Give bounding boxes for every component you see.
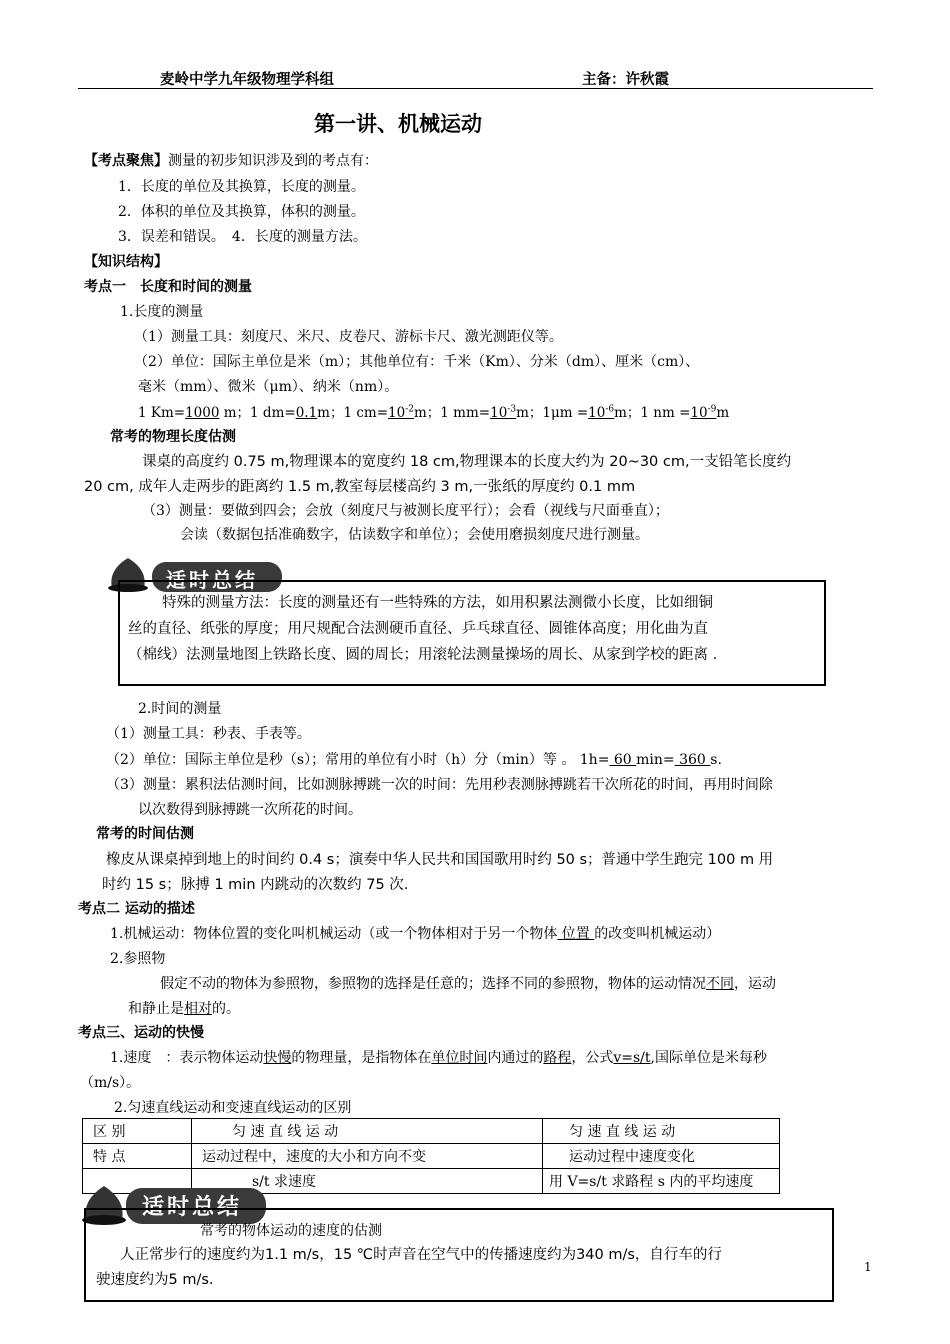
measure-rule-2: 会读（数据包括准确数字，估读数字和单位）；会使用磨损刻度尺进行测量。 <box>180 527 649 543</box>
unit-conversion: 1 Km=1000 m；1 dm=0.1m；1 $cm=10^{-2}m$；1 $mm=10^{-3}m$；$1\mu m =10^{-6}m$；1 nm $=10^{-9}m$ <box>138 404 730 421</box>
focus-item: 2．体积的单位及其换算，体积的测量。 <box>118 204 365 220</box>
kp3-unit: （m/s）。 <box>80 1075 141 1091</box>
kp1-tools: （1）测量工具：刻度尺、米尺、皮卷尺、游标卡尺、激光测距仪等。 <box>134 329 563 345</box>
table-row: s/t 求速度 用 V=s/t 求路程 s 内的平均速度 <box>83 1169 780 1194</box>
page-title: 第一讲、机械运动 <box>314 112 482 136</box>
speed-estimate-1: 人正常步行的速度约为1.1 m/s，15 ℃时声音在空气中的传播速度约为340 m/s，自行车的行 <box>120 1247 722 1263</box>
length-estimate-2: 20 cm, 成年人走两步的距离约 1.5 m,教室每层楼高约 3 m,一张纸的厚度约 0.1 mm <box>84 479 636 495</box>
focus-item: 3．误差和错误。 4．长度的测量方法。 <box>118 229 367 245</box>
kp3-title: 考点三、运动的快慢 <box>78 1025 204 1041</box>
table-row: 特 点 运动过程中，速度的大小和方向不变 运动过程中速度变化 <box>83 1144 780 1169</box>
time-tools: （1）测量工具：秒表、手表等。 <box>106 726 311 742</box>
kp3-speed-def: 1.速度 ：表示物体运动快慢的物理量，是指物体在单位时间内通过的路程，公式v=s/t,国际单位是米每秒 <box>110 1050 767 1066</box>
kp2-mechanical-motion: 1.机械运动：物体位置的变化叫机械运动（或一个物体相对于另一个物体 位置 的改变叫机械运动） <box>110 926 721 942</box>
kp2-reference-desc-2: 和静止是相对的。 <box>128 1001 240 1017</box>
time-units: （2）单位：国际主单位是秒（s）；常用的单位有小时（h）分（min）等 。 1h= 60 min= 360 s. <box>106 752 722 768</box>
kp2-reference-desc-1: 假定不动的物体为参照物，参照物的选择是任意的；选择不同的参照物，物体的运动情况不同，运动 <box>160 976 776 992</box>
time-estimate-title: 常考的时间估测 <box>96 826 194 842</box>
time-measure-2: 以次数得到脉搏跳一次所花的时间。 <box>138 802 362 818</box>
special-methods-3: （棉线）法测量地图上铁路长度、圆的周长；用滚轮法测量操场的周长、从家到学校的距离 . <box>128 647 718 663</box>
special-methods-1: 特殊的测量方法：长度的测量还有一些特殊的方法，如用积累法测微小长度，比如细铜 <box>162 595 713 611</box>
time-estimate-2: 时约 15 s；脉搏 1 min 内跳动的次数约 75 次. <box>102 877 409 893</box>
kp1-units-1: （2）单位：国际主单位是米（m）；其他单位有：千米（Km）、分米（dm）、厘米（cm）、 <box>134 354 700 370</box>
time-measure-1: （3）测量：累积法估测时间，比如测脉搏跳一次的时间：先用秒表测脉搏跳若干次所花的时间，再用时间除 <box>106 777 773 793</box>
kp1-sub-length: 1.长度的测量 <box>120 304 204 320</box>
kp2-reference: 2.参照物 <box>110 951 166 967</box>
header-author: 主备：许秋霞 <box>582 72 669 88</box>
header-rule <box>78 88 873 89</box>
summary-badge: 适时总结 <box>104 548 294 598</box>
summary-badge: 适时总结 <box>76 1178 276 1230</box>
kp2-title: 考点二 运动的描述 <box>78 901 195 917</box>
measure-rule-1: （3）测量：要做到四会；会放（刻度尺与被测长度平行）；会看（视线与尺面垂直）； <box>142 503 669 519</box>
speed-estimate-title: 常考的物体运动的速度的估测 <box>200 1223 382 1239</box>
focus-label: 【考点聚焦】 <box>84 153 168 169</box>
length-estimate-1: 课桌的高度约 0.75 m,物理课本的宽度约 18 cm,物理课本的长度大约为 20~30 cm,一支铅笔长度约 <box>142 454 792 470</box>
page-number: 1 <box>864 1260 872 1274</box>
kp1-title: 考点一 长度和时间的测量 <box>84 279 252 295</box>
speed-estimate-2: 驶速度约为5 m/s. <box>96 1272 214 1288</box>
structure-label: 【知识结构】 <box>84 254 168 270</box>
kp3-compare-title: 2.匀速直线运动和变速直线运动的区别 <box>114 1100 352 1116</box>
length-estimate-title: 常考的物理长度估测 <box>110 429 236 445</box>
focus-intro: 测量的初步知识涉及到的考点有： <box>168 153 378 169</box>
focus-line <box>84 150 378 170</box>
header-school: 麦岭中学九年级物理学科组 <box>160 72 334 88</box>
kp1-sub-time: 2.时间的测量 <box>138 701 222 717</box>
table-row: 区 别 匀 速 直 线 运 动 匀 速 直 线 运 动 <box>83 1119 780 1144</box>
time-estimate-1: 橡皮从课桌掉到地上的时间约 0.4 s；演奏中华人民共和国国歌用时约 50 s；普通中学生跑完 100 m 用 <box>106 852 774 868</box>
focus-item: 1．长度的单位及其换算，长度的测量。 <box>118 179 365 195</box>
special-methods-2: 丝的直径、纸张的厚度；用尺规配合法测硬币直径、乒乓球直径、圆锥体高度；用化曲为直 <box>128 621 708 637</box>
kp1-units-2: 毫米（mm）、微米（μm）、纳米（nm）。 <box>138 379 399 395</box>
